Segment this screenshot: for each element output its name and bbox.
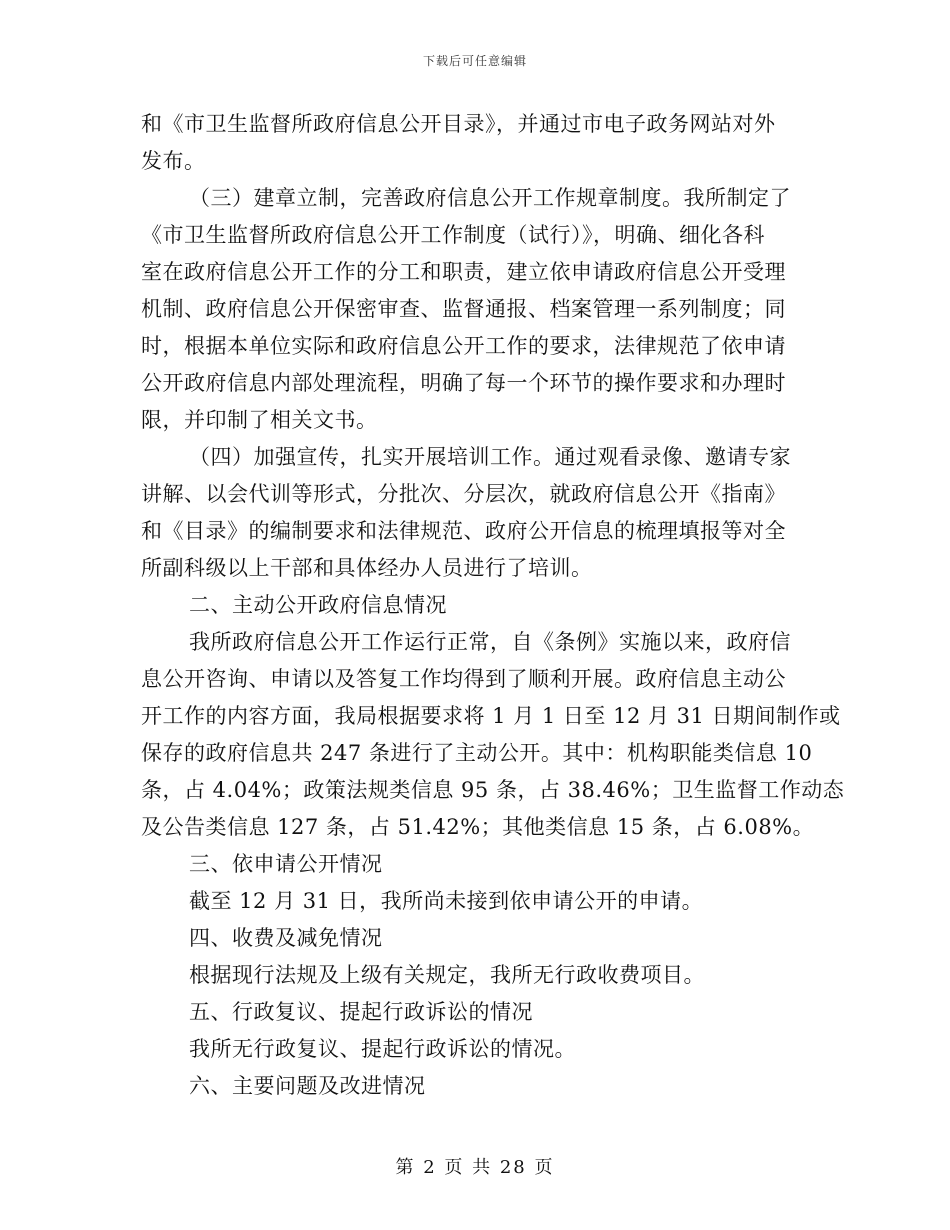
page-header: 下载后可任意编辑 bbox=[422, 54, 527, 68]
text-line: 发布。 bbox=[141, 149, 206, 173]
text-line: 开工作的内容方面，我局根据要求将 1 月 1 日至 12 月 31 日期间制作或 bbox=[141, 704, 841, 728]
text-line: 所副科级以上干部和具体经办人员进行了培训。 bbox=[141, 556, 593, 580]
text-line: 限，并印制了相关文书。 bbox=[141, 408, 378, 432]
text-line: 和《市卫生监督所政府信息公开目录》，并通过市电子政务网站对外 bbox=[141, 112, 776, 136]
text-line: 四、收费及减免情况 bbox=[189, 926, 383, 950]
text-line: （三）建章立制，完善政府信息公开工作规章制度。我所制定了 bbox=[189, 186, 791, 210]
text-line: （四）加强宣传，扎实开展培训工作。通过观看录像、邀请专家 bbox=[189, 445, 791, 469]
text-line: 保存的政府信息共 247 条进行了主动公开。其中：机构职能类信息 10 bbox=[141, 741, 813, 765]
text-line: 机制、政府信息公开保密审查、监督通报、档案管理一系列制度；同 bbox=[141, 297, 786, 321]
text-line: 条，占 4.04%；政策法规类信息 95 条，占 38.46%；卫生监督工作动态 bbox=[141, 778, 845, 802]
text-line: 息公开咨询、申请以及答复工作均得到了顺利开展。政府信息主动公 bbox=[141, 667, 786, 691]
text-line: 六、主要问题及改进情况 bbox=[189, 1074, 426, 1098]
text-line: 室在政府信息公开工作的分工和职责，建立依申请政府信息公开受理 bbox=[141, 260, 786, 284]
text-line: 五、行政复议、提起行政诉讼的情况 bbox=[189, 1000, 533, 1024]
text-line: 及公告类信息 127 条，占 51.42%；其他类信息 15 条，占 6.08%。 bbox=[141, 815, 815, 839]
text-line: 截至 12 月 31 日，我所尚未接到依申请公开的申请。 bbox=[189, 889, 704, 913]
text-line: 我所政府信息公开工作运行正常，自《条例》实施以来，政府信 bbox=[189, 630, 791, 654]
text-line: 讲解、以会代训等形式，分批次、分层次，就政府信息公开《指南》 bbox=[141, 482, 786, 506]
text-line: 公开政府信息内部处理流程，明确了每一个环节的操作要求和办理时 bbox=[141, 371, 786, 395]
document-body bbox=[141, 106, 845, 1105]
page-number-footer: 第 2 页 共 28 页 bbox=[395, 1157, 555, 1178]
text-line: 二、主动公开政府信息情况 bbox=[189, 593, 447, 617]
text-line: 和《目录》的编制要求和法律规范、政府公开信息的梳理填报等对全 bbox=[141, 519, 786, 543]
text-line: 时，根据本单位实际和政府信息公开工作的要求，法律规范了依申请 bbox=[141, 334, 786, 358]
text-line: 三、依申请公开情况 bbox=[189, 852, 383, 876]
text-line: 我所无行政复议、提起行政诉讼的情况。 bbox=[189, 1037, 576, 1061]
text-line: 根据现行法规及上级有关规定，我所无行政收费项目。 bbox=[189, 963, 705, 987]
text-line: 《市卫生监督所政府信息公开工作制度（试行）》，明确、细化各科 bbox=[141, 223, 765, 247]
